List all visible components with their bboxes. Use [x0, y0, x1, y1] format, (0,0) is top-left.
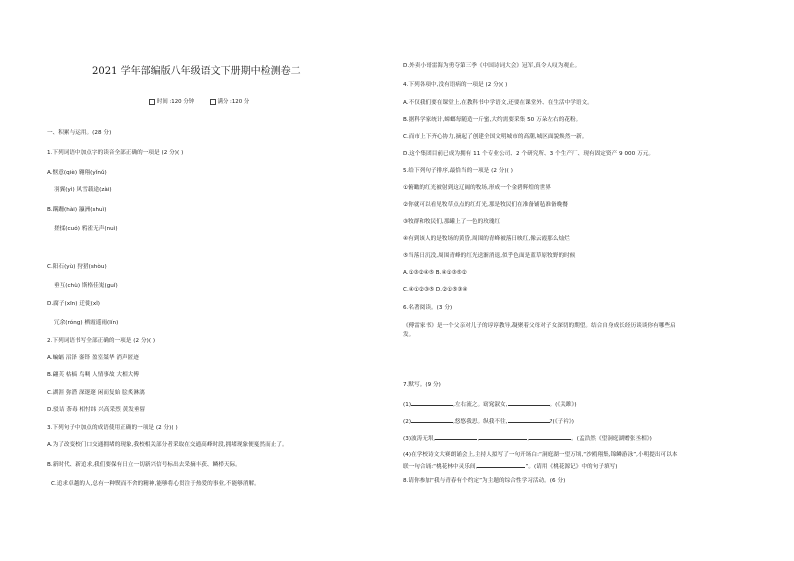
q7-4-source: ”。(请用《桃花源记》中的句子填写)	[525, 464, 618, 470]
question-3: 3.下列句子中加点的成语使用正确的一项是 (2 分)( )	[47, 425, 178, 431]
q7-1-prefix: (1)	[403, 402, 412, 408]
answer-blank[interactable]	[411, 399, 453, 406]
q4-option-a: A.不仅我们要在课堂上,在教科书中学语文,还要在课堂外、在生活中学语文。	[403, 100, 593, 106]
q6-body: 《傅雷家书》是一个父亲对儿子的谆谆教导,凝聚着父母对子女深切的期望。结合自身成长经历谈谈你有哪些启	[403, 323, 676, 329]
q5-options-ab: A.①③②④⑤ B.④①③⑤②	[403, 270, 467, 276]
answer-blank[interactable]	[411, 416, 453, 423]
q1-option-c: C.阳石(yù) 狩猎(shòu)	[47, 264, 107, 270]
question-4: 4.下列各项中,没有语病的一项是 (2 分)( )	[403, 82, 508, 88]
q5-sentence-3: ③牧群和牧民们,那罐上了一色的玫瑰红	[403, 219, 501, 225]
q5-sentence-2: ②你就可以看见牧草点点的红灯光,那是牧民们在准备铺毡准备晚餐	[403, 202, 568, 208]
q3-option-c: C.追求卓越的人,总有一种锲而不舍的精神,能够将心贯注于热爱的事业,不能够消解。	[51, 481, 260, 487]
q1-option-c-line2: 垂互(chù) 斯格佳嵬(guǐ)	[54, 283, 118, 289]
q4-option-b: B.据科学家统计,蟑螂每随造一斤蜜,大约需要采集 50 万朵左右的花粉。	[403, 117, 582, 123]
question-2: 2.下列词语书写全部正确的一项是 (2 分)( )	[47, 338, 156, 344]
section-heading: 一、积累与运用。(28 分)	[47, 130, 112, 136]
q3-option-b: B.新时代、新追求,我们要保有日立一切新兴信号标出去采摘丰获、鳞栉天际。	[47, 462, 241, 468]
question-7: 7.默写。(9 分)	[403, 382, 441, 388]
answer-blank[interactable]	[529, 433, 571, 440]
q7-item-2	[403, 416, 574, 426]
q7-2-source: ?(《子衿》)	[549, 419, 574, 425]
score-label: 满分 :120 分	[217, 99, 250, 105]
q1-option-b-line2: 搓揉(cuó) 鸦雀无声(nuì)	[54, 226, 118, 232]
q5-sentence-5: ⑤当落日沉没,周围青峰的红光送渐消退,似乎色面是蓝草原牧野的时候	[403, 253, 576, 259]
q2-option-b: B.翩芙 枯槁 鸟啁 人情事故 大相大傅	[47, 372, 140, 378]
q7-item-3: (3)波涛无垠, , , 。(孟浩然《望洞庭湖赠张丞相》)	[403, 433, 652, 443]
q5-sentence-1: ①俯瞰的红光被射到这辽阔的牧场,形成一个金碧辉煌的世界	[403, 185, 551, 191]
q4-option-d: D.这个集团目前已成为拥有 11 个专业公司、2 个研究所、3 个生产厂、现有固定资产 9 000 万元。	[403, 151, 655, 157]
q4-option-c: C.而市上下齐心协力,摘起了创建全国文明城市的高潮,城区面貌焕然一新。	[403, 134, 588, 140]
right-column	[397, 0, 794, 561]
question-8: 8.请你参加“我与青春有个约定”为主题的综合性学习活动。(6 分)	[403, 478, 566, 484]
q1-option-d-line2: 冗余(róng) 栖霞遥雨(lín)	[54, 320, 119, 326]
answer-blank[interactable]	[435, 433, 477, 440]
q3-option-d: D.外卖小哥雷海为勇夺第三季《中国诗词大会》冠军,真令人叹为观止。	[403, 63, 581, 69]
q7-3-source: 。(孟浩然《望洞庭湖赠张丞相》)	[571, 436, 652, 442]
q5-sentence-4: ④有到该人的是牧场的黄昏,周围的青峰被落日映红,像云霞那么灿烂	[403, 236, 570, 242]
q7-3-prefix: (3)波涛无垠,	[403, 436, 436, 442]
answer-blank[interactable]	[477, 461, 525, 468]
q7-4-prefix: 联一句合诵:“桃花林中灵乐间,	[403, 464, 478, 470]
q7-item-4-line2	[403, 461, 618, 471]
q1-option-d: D.腐子(xīn) 迁徙(xǐ)	[47, 301, 101, 307]
q1-option-a: A.惬意(qiè) 翱翔(yǐnǔ)	[47, 170, 107, 176]
q3-option-a: A.为了改变校门口交通拥堵的现象,我校相关部分者采取在交通高峰时段,拥堵现象便戛然而止了。	[47, 442, 288, 448]
exam-meta	[149, 97, 249, 105]
checkbox-icon	[149, 99, 155, 105]
question-5: 5.给下列句子排序,最恰当的一项是 (2 分)( )	[403, 168, 513, 174]
q7-1-source: 。(《关雎》)	[549, 402, 577, 408]
question-1: 1.下列词语中加点字的读音全部正确的一项是 (2 分)( )	[47, 150, 184, 156]
q2-option-a: A.蝙蝠 沼泽 銮铎 盈室桀华 消声匿迹	[47, 355, 139, 361]
question-6: 6.名著阅读。(3 分)	[403, 305, 453, 311]
q5-options-cd: C.④①②③⑤ D.②①⑤③④	[403, 287, 468, 293]
q1-option-b: B.蹒跚(hài) 瀛洲(shuì)	[47, 207, 107, 213]
q6-body-line2: 发。	[403, 332, 415, 338]
checkbox-icon	[210, 99, 216, 105]
q7-1-mid: ,左右流之。窈窕淑女,	[453, 402, 508, 408]
q1-option-a-line2: 羽翼(yì) 风雪载途(zài)	[54, 187, 112, 193]
time-label: 时间 :120 分钟	[157, 99, 195, 105]
answer-blank[interactable]	[479, 433, 527, 440]
q7-2-prefix: (2)	[403, 419, 412, 425]
answer-blank[interactable]	[508, 399, 550, 406]
q2-option-d: D.驳诘 荼毒 相忖纬 兴高采烈 黄发垂髫	[47, 407, 146, 413]
q7-item-4: (4)在学校诗文大赛朗诵会上,主持人拟写了一句开场白:“洞庭湖一望万顷,“沙鸥翔集,锦鳞游泳”,小明提出可以本	[403, 452, 678, 458]
q7-2-mid: ,悠悠我思。纵我不往,	[453, 419, 508, 425]
exam-title: 2021 学年部编版八年级语文下册期中检测卷二	[92, 66, 301, 77]
q7-item-1	[403, 399, 577, 409]
answer-blank[interactable]	[508, 416, 550, 423]
q2-option-c: C.湖涯 弥潜 深邃邃 闲而复始 脍炙淋漓	[47, 390, 145, 396]
